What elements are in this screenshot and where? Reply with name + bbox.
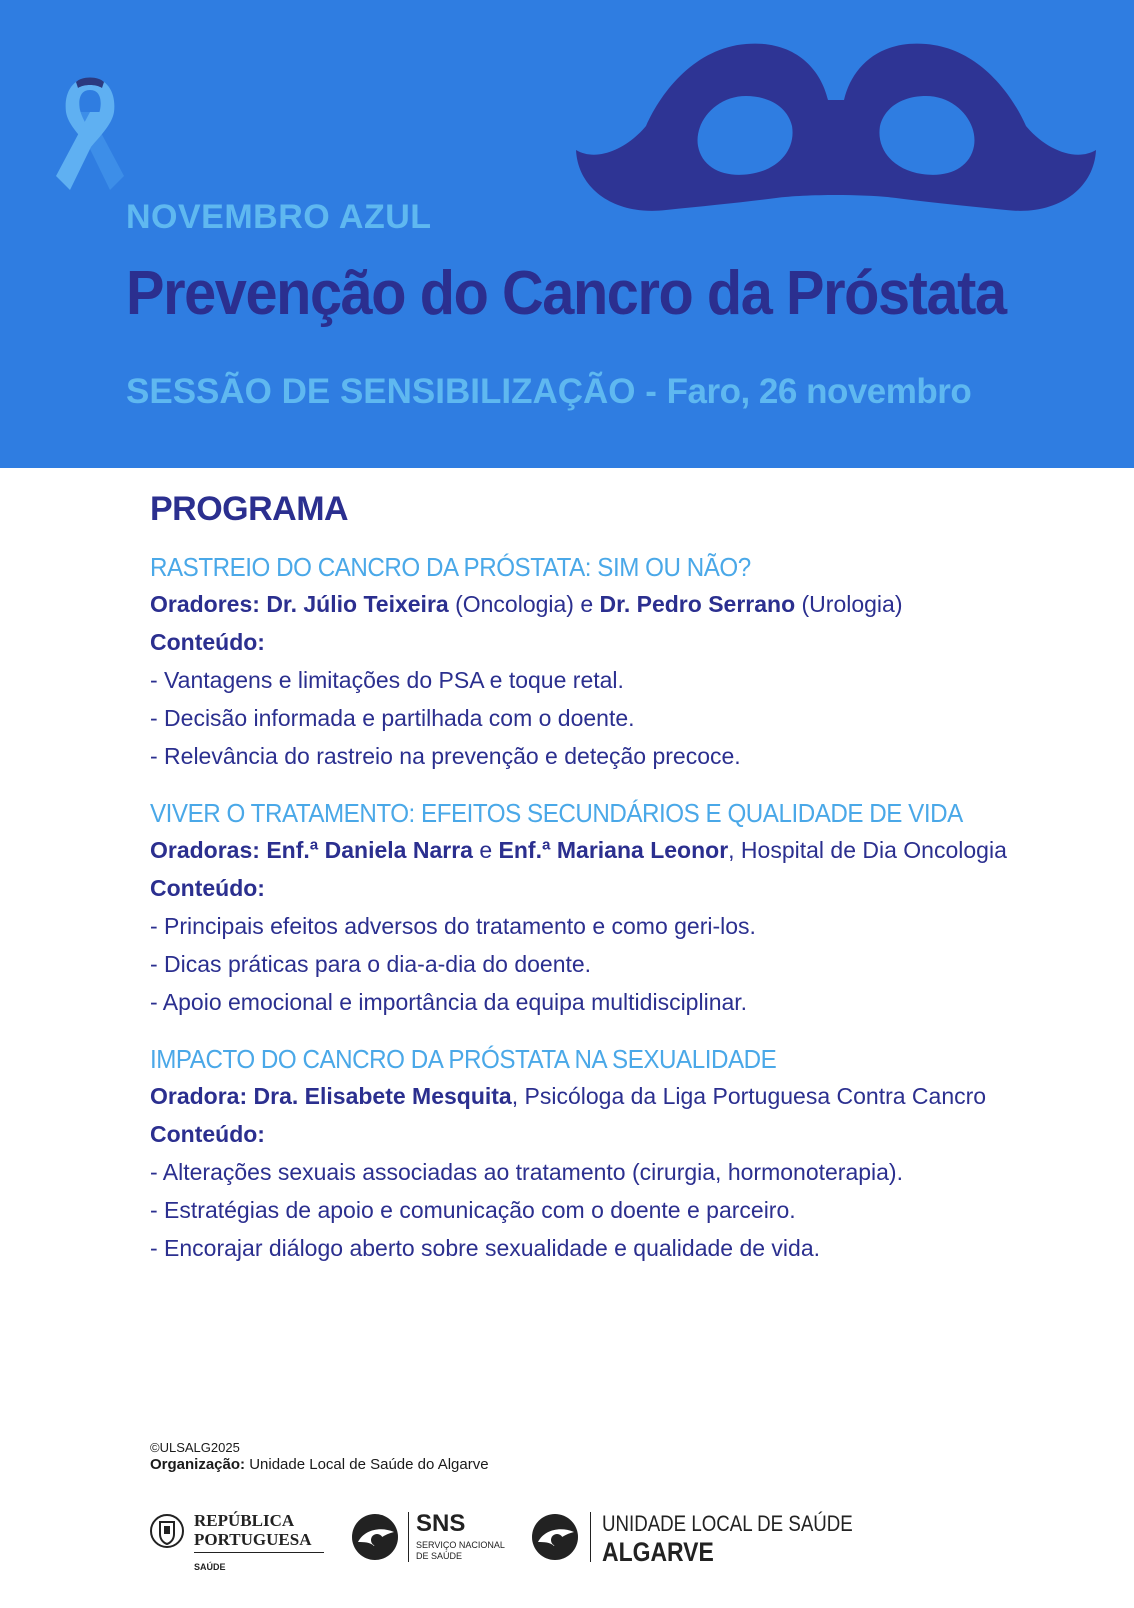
logo-text: SNS bbox=[416, 1510, 466, 1537]
sns-logo bbox=[350, 1508, 510, 1568]
speakers-label: Oradores: Dr. Júlio Teixeira bbox=[150, 591, 449, 617]
list-item: - Dicas práticas para o dia-a-dia do doente. bbox=[150, 951, 592, 977]
logo-divider bbox=[590, 1512, 591, 1562]
speakers-text: e bbox=[472, 837, 499, 863]
list-item: - Vantagens e limitações do PSA e toque retal. bbox=[150, 667, 624, 693]
content-label-text: Conteúdo: bbox=[150, 629, 265, 655]
copyright-notice: ©ULSALG2025 bbox=[150, 1440, 240, 1455]
speakers-text: (Oncologia) e bbox=[448, 591, 600, 617]
list-item: - Relevância do rastreio na prevenção e deteção precoce. bbox=[150, 743, 741, 769]
program-content bbox=[150, 490, 1090, 1287]
logo-subtext bbox=[416, 1540, 505, 1562]
awareness-ribbon-icon bbox=[50, 72, 130, 202]
logo-subtext: SAÚDE bbox=[194, 1562, 226, 1572]
speakers-text: , Psicóloga da Liga Portuguesa Contra Cancro bbox=[511, 1083, 987, 1109]
logo-text: PORTUGUESA bbox=[194, 1530, 312, 1549]
list-item: - Alterações sexuais associadas ao tratamento (cirurgia, hormonoterapia). bbox=[150, 1159, 903, 1185]
speakers-line bbox=[150, 585, 1090, 623]
campaign-kicker: NOVEMBRO AZUL bbox=[126, 198, 432, 236]
list-item: - Estratégias de apoio e comunicação com o doente e parceiro. bbox=[150, 1197, 796, 1223]
logo-divider bbox=[194, 1552, 324, 1553]
content-label bbox=[150, 623, 1090, 661]
ulsa-logo bbox=[530, 1508, 853, 1568]
program-section-treatment bbox=[150, 795, 1090, 1021]
section-title: RASTREIO DO CANCRO DA PRÓSTATA: SIM OU NÃO? bbox=[150, 552, 751, 582]
speakers-label: Oradoras: Enf.ª Daniela Narra bbox=[150, 837, 473, 863]
speakers-line bbox=[150, 1077, 1090, 1115]
session-subtitle bbox=[126, 372, 971, 412]
program-heading: PROGRAMA bbox=[150, 490, 349, 528]
list-item: - Principais efeitos adversos do tratamento e como geri-los. bbox=[150, 913, 756, 939]
organizer-name: Unidade Local de Saúde do Algarve bbox=[245, 1456, 489, 1473]
speakers-text: , Hospital de Dia Oncologia bbox=[728, 837, 1007, 863]
speaker-name: Dr. Pedro Serrano bbox=[599, 591, 796, 617]
content-label bbox=[150, 1115, 1090, 1153]
partner-logos bbox=[150, 1508, 930, 1578]
coat-of-arms-icon bbox=[150, 1512, 184, 1550]
mustache-icon bbox=[566, 30, 1106, 222]
speakers-text: (Urologia) bbox=[795, 591, 903, 617]
section-title: IMPACTO DO CANCRO DA PRÓSTATA NA SEXUALIDADE bbox=[150, 1044, 777, 1074]
logo-text: REPÚBLICA bbox=[194, 1511, 295, 1530]
list-item: - Encorajar diálogo aberto sobre sexualidade e qualidade de vida. bbox=[150, 1235, 821, 1261]
content-label-text: Conteúdo: bbox=[150, 875, 265, 901]
section-title: VIVER O TRATAMENTO: EFEITOS SECUNDÁRIOS E QUALIDADE DE VIDA bbox=[150, 798, 963, 828]
speaker-name: Enf.ª Mariana Leonor bbox=[498, 837, 729, 863]
ulsa-mark-icon bbox=[530, 1512, 580, 1562]
session-place-date: Faro, 26 novembro bbox=[666, 372, 972, 411]
program-section-sexuality bbox=[150, 1041, 1090, 1267]
logo-subtext-line: SERVIÇO NACIONAL bbox=[416, 1540, 505, 1550]
organizer-line bbox=[150, 1456, 489, 1473]
logo-text: ALGARVE bbox=[602, 1537, 714, 1567]
speakers-label: Oradora: Dra. Elisabete Mesquita bbox=[150, 1083, 512, 1109]
logo-divider bbox=[408, 1512, 409, 1562]
sns-mark-icon bbox=[350, 1512, 400, 1562]
header-banner bbox=[0, 0, 1134, 468]
list-item: - Decisão informada e partilhada com o doente. bbox=[150, 705, 635, 731]
logo-subtext-line: DE SAÚDE bbox=[416, 1551, 463, 1561]
logo-text: UNIDADE LOCAL DE SAÚDE bbox=[602, 1511, 853, 1536]
page-title: Prevenção do Cancro da Próstata bbox=[126, 259, 1006, 328]
republica-portuguesa-logo bbox=[150, 1508, 330, 1578]
speakers-line bbox=[150, 831, 1090, 869]
list-item: - Apoio emocional e importância da equipa multidisciplinar. bbox=[150, 989, 748, 1015]
content-label bbox=[150, 869, 1090, 907]
organizer-label: Organização: bbox=[150, 1456, 246, 1473]
content-label-text: Conteúdo: bbox=[150, 1121, 265, 1147]
session-label: SESSÃO DE SENSIBILIZAÇÃO - bbox=[126, 372, 667, 411]
program-section-screening bbox=[150, 549, 1090, 775]
